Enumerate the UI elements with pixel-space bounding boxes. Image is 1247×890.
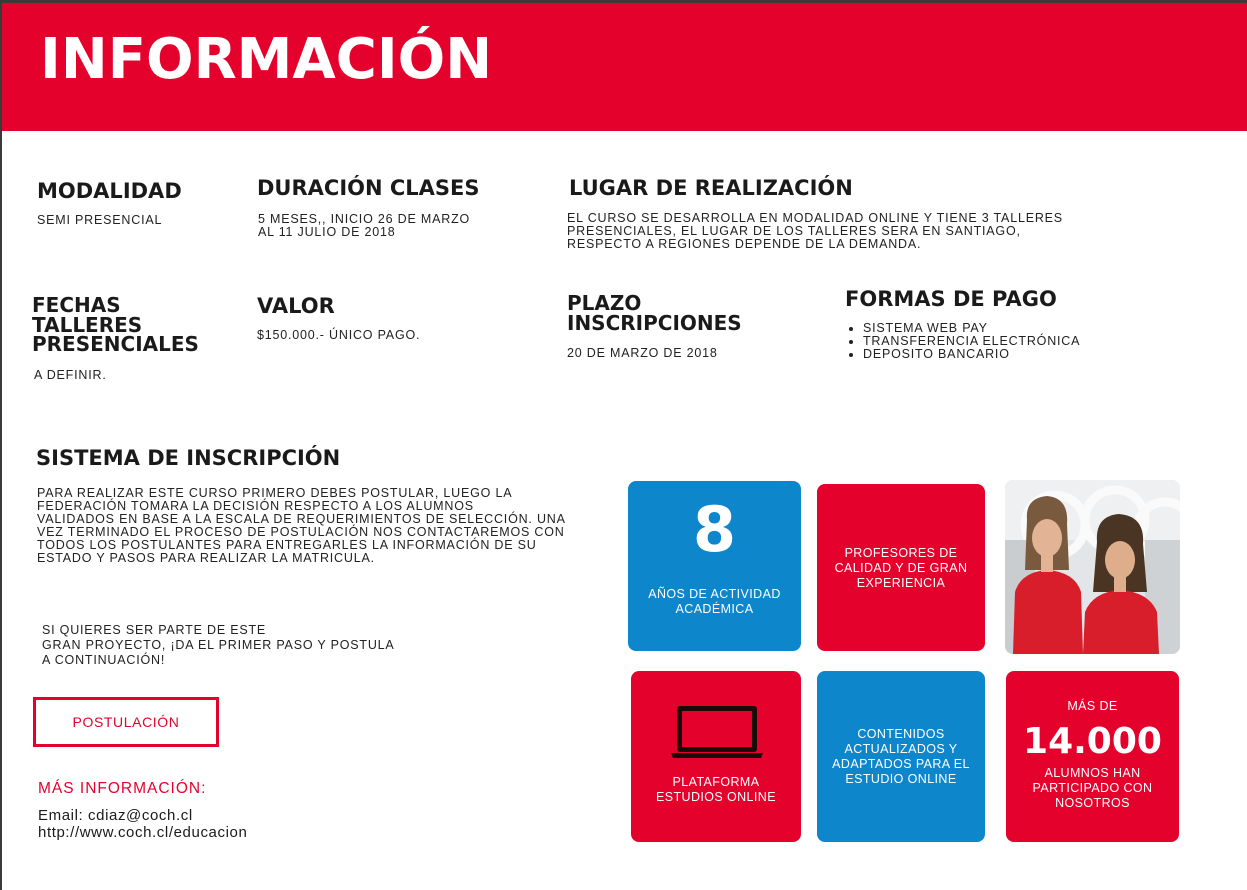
lugar-heading: LUGAR DE REALIZACIÓN: [569, 176, 853, 200]
students-number: 14.000: [1023, 721, 1162, 762]
platform-caption-line: PLATAFORMA: [672, 775, 760, 789]
lugar-value: [567, 212, 1063, 251]
plazo-heading-line: INSCRIPCIONES: [567, 310, 742, 335]
sistema-line: ESTADO Y PASOS PARA REALIZAR LA MATRICULA.: [37, 551, 375, 565]
teachers-caption-line: PROFESORES DE: [844, 546, 958, 560]
years-number: 8: [692, 493, 737, 566]
laptop-icon: [671, 704, 763, 760]
lugar-line: PRESENCIALES, EL LUGAR DE LOS TALLERES SERA EN SANTIAGO,: [567, 224, 1021, 238]
valor-heading: VALOR: [257, 294, 335, 318]
sistema-description: [37, 487, 566, 565]
contents-caption-line: ACTUALIZADOS Y: [844, 742, 958, 756]
fechas-heading-line: TALLERES: [32, 312, 143, 337]
fechas-value: A DEFINIR.: [34, 368, 107, 382]
platform-caption: [639, 775, 793, 805]
teachers-caption-line: EXPERIENCIA: [856, 576, 946, 590]
duracion-line: AL 11 JULIO DE 2018: [258, 225, 396, 239]
students-caption-line: ALUMNOS HAN: [1044, 766, 1141, 780]
cta-line: GRAN PROYECTO, ¡DA EL PRIMER PASO Y POSTULA: [42, 638, 395, 652]
duracion-value: [258, 213, 470, 239]
fechas-heading-line: PRESENCIALES: [32, 332, 199, 357]
cta-line: SI QUIERES SER PARTE DE ESTE: [42, 623, 267, 637]
modalidad-value: SEMI PRESENCIAL: [37, 213, 163, 227]
plazo-heading-line: PLAZO: [567, 291, 642, 315]
contents-caption-line: ESTUDIO ONLINE: [845, 772, 957, 786]
contents-caption-line: CONTENIDOS: [857, 727, 945, 741]
platform-tile: [631, 671, 801, 842]
plazo-value: 20 DE MARZO DE 2018: [567, 346, 718, 360]
years-caption: [636, 587, 793, 617]
header-banner: [2, 3, 1247, 131]
students-photo-illustration: [1005, 480, 1180, 654]
teachers-tile: [817, 484, 985, 651]
students-photo: [1005, 480, 1180, 654]
formas-heading: FORMAS DE PAGO: [845, 287, 1057, 311]
contents-caption-line: ADAPTADOS PARA EL: [832, 757, 970, 771]
teachers-caption: [825, 546, 977, 591]
payment-method-item: • DEPOSITO BANCARIO: [863, 348, 1080, 361]
contact-email[interactable]: Email: cdiaz@coch.cl: [38, 807, 193, 824]
students-tile: [1006, 671, 1179, 842]
years-caption-line: ACADÉMICA: [675, 602, 754, 616]
duracion-line: 5 MESES,, INICIO 26 DE MARZO: [258, 212, 471, 226]
sistema-heading: SISTEMA DE INSCRIPCIÓN: [36, 446, 341, 470]
frame-left-border: [0, 0, 2, 890]
modalidad-heading: MODALIDAD: [37, 179, 182, 203]
fechas-heading: [32, 293, 199, 357]
lugar-line: EL CURSO SE DESARROLLA EN MODALIDAD ONLINE Y TIENE 3 TALLERES: [567, 211, 1063, 225]
sistema-line: TODOS LOS POSTULANTES PARA ENTREGARLES LA INFORMACIÓN DE SU: [37, 538, 537, 552]
years-caption-line: AÑOS DE ACTIVIDAD: [648, 587, 781, 601]
fechas-heading-line: FECHAS: [32, 293, 121, 317]
cta-line: A CONTINUACIÓN!: [42, 653, 166, 667]
platform-caption-line: ESTUDIOS ONLINE: [656, 790, 776, 804]
valor-value: $150.000.- ÚNICO PAGO.: [257, 328, 421, 342]
lugar-line: RESPECTO A REGIONES DEPENDE DE LA DEMANDA.: [567, 237, 922, 251]
postulacion-button[interactable]: POSTULACIÓN: [33, 697, 219, 747]
payment-method-item: • TRANSFERENCIA ELECTRÓNICA: [863, 335, 1080, 348]
payment-method-item: • SISTEMA WEB PAY: [863, 322, 1080, 335]
students-caption: [1014, 766, 1171, 811]
years-tile: [628, 481, 801, 651]
teachers-caption-line: CALIDAD Y DE GRAN: [834, 561, 968, 575]
contact-url[interactable]: http://www.coch.cl/educacion: [38, 824, 248, 841]
students-caption-line: PARTICIPADO CON: [1032, 781, 1153, 795]
page-title: INFORMACIÓN: [40, 27, 493, 92]
contents-tile: [817, 671, 985, 842]
contents-caption: [825, 727, 977, 787]
sistema-line: FEDERACIÓN TOMARA LA DECISIÓN RESPECTO A LOS ALUMNOS: [37, 499, 474, 513]
duracion-heading: DURACIÓN CLASES: [257, 176, 480, 200]
sistema-line: PARA REALIZAR ESTE CURSO PRIMERO DEBES POSTULAR, LUEGO LA: [37, 486, 513, 500]
payment-methods-list: [846, 322, 1080, 361]
more-info-heading: MÁS INFORMACIÓN:: [38, 780, 207, 797]
students-prefix: MÁS DE: [1067, 699, 1118, 713]
call-to-action-text: [42, 623, 395, 668]
plazo-heading: [567, 291, 742, 335]
students-caption-line: NOSOTROS: [1055, 796, 1130, 810]
sistema-line: VEZ TERMINADO EL PROCESO DE POSTULACIÓN NOS CONTACTAREMOS CON: [37, 525, 565, 539]
sistema-line: VALIDADOS EN BASE A LA ESCALA DE REQUERIMIENTOS DE SELECCIÓN. UNA: [37, 512, 566, 526]
